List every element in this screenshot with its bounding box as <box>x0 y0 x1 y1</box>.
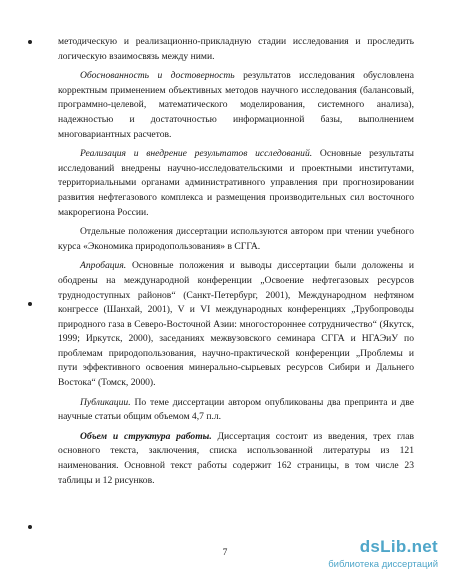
paragraph-lead: Реализация и внедрение результатов исследований. <box>80 148 313 160</box>
document-body <box>58 35 414 493</box>
paragraph-implementation <box>58 147 414 220</box>
scan-punch-hole <box>28 525 32 529</box>
paragraph-approbation <box>58 259 414 390</box>
paragraph-body: Отдельные положения диссертации используются автором при чтении учебного курса «Экономика природопользования» в СГГА. <box>58 226 414 252</box>
paragraph-body: Диссертация состоит из введения, трех глав основного текста, заключения, списка использованной литературы из 121 наименования. Основной текст работы содержит 162 страницы, в том числе 23 таблицы и 12 рисунков. <box>58 430 414 486</box>
paragraph-course-usage <box>58 225 414 254</box>
paragraph-body: методическую и реализационно-прикладную стадии исследования и проследить логическую взаимосвязь между ними. <box>58 36 414 62</box>
scan-punch-hole <box>28 302 32 306</box>
paragraph-lead: Объем и структура работы. <box>80 430 212 442</box>
paragraph-body: Основные результаты исследований внедрены научно-исследовательскими и проектными институтами, территориальными органами административного управления при прогнозировании развития нефтегазового комплекса и размещения производительных сил восточного макрорегиона России. <box>58 148 414 218</box>
watermark-subtitle: библиотека диссертаций <box>328 559 438 570</box>
paragraph-publications <box>58 396 414 425</box>
paragraph-body: Основные положения и выводы диссертации были доложены и ободрены на международной конференции „Освоение нефтегазовых ресурсов труднодоступных районов“ (Санкт-Петербург, 2001), Международном нефтяном конгрессе (Шанхай, 2001), V и VI международных конференциях „Трубопроводы природного газа в Северо-Восточной Азии: многостороннее сотрудничество“ (Якутск, 1999; Иркутск, 2000), заседаниях межвузовского семинара СГГА и НГАЭиУ по проблемам природопользования, научно-практической конференции „Проблемы и пути эффективного освоения минерально-сырьевых ресурсов Сибири и Дальнего Востока“ (Томск, 2000). <box>58 260 414 389</box>
watermark-logo[interactable]: dsLib.net <box>359 537 438 556</box>
paragraph-lead: Обоснованность и достоверность <box>80 70 235 82</box>
paragraph-validity <box>58 69 414 142</box>
paragraph-continuation <box>58 35 414 64</box>
paragraph-lead: Публикации. <box>80 396 131 408</box>
paragraph-body: По теме диссертации автором опубликованы два препринта и две научные статьи общим объемом 4,7 п.л. <box>58 396 414 423</box>
watermark[interactable] <box>310 537 438 573</box>
page-number: 7 <box>222 548 228 558</box>
scan-punch-hole <box>28 40 32 44</box>
paragraph-lead: Апробация. <box>80 260 127 272</box>
paragraph-body: результатов исследования обусловлена корректным применением объективных методов научного исследования (балансовый, программно-целевой, математического моделирования, системного анализа), надежностью и достаточностью информационной базы, выполнением многовариантных расчетов. <box>58 70 414 140</box>
paragraph-structure <box>58 430 414 488</box>
